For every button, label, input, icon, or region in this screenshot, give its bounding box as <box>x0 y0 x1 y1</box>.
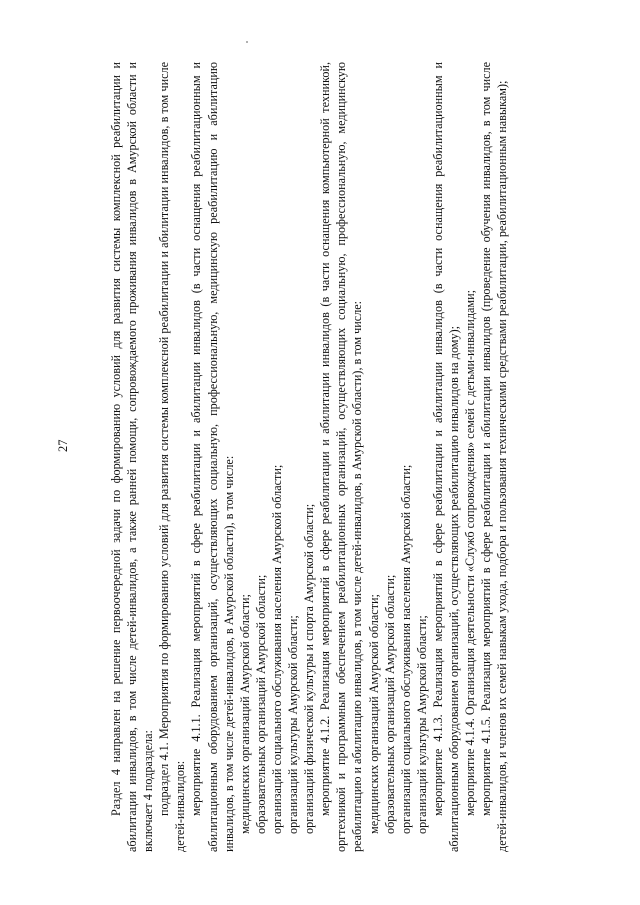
scan-speck <box>246 41 248 43</box>
paragraph-intro: Раздел 4 направлен на решение первоочередной задачи по формированию условий для развития системы комплексной реабилитации и абилитации инвалидов, в том числе детей-инвалидов, а также ранней помощи, сопровождаемого проживания инвалидов в Амурской области и включает 4 подраздела: <box>109 62 156 852</box>
document-body <box>108 62 510 852</box>
list-item: медицинских организаций Амурской области; <box>237 594 252 834</box>
paragraph-measure-4-1-2: мероприятие 4.1.2. Реализация мероприятий в сфере реабилитации и абилитации инвалидов (в части оснащения компьютерной техникой, оргтехникой и программным обеспечением реабилитационных организаций, осуществляющих социальную, профессиональную, медицинскую реабилитацию и абилитацию инвалидов, в том числе детей-инвалидов, в Амурской области), в том числе: <box>318 62 365 852</box>
list-item: медицинских организаций Амурской области; <box>366 594 381 834</box>
paragraph-measure-4-1-3: мероприятие 4.1.3. Реализация мероприятий в сфере реабилитации и абилитации инвалидов (в части оснащения реабилитационным и абилитационным оборудованием организаций, осуществляющих реабилитацию инвалидов на дому); <box>430 62 461 852</box>
page-number: 27 <box>56 439 70 452</box>
list-item: организаций социального обслуживания населения Амурской области; <box>269 464 284 834</box>
paragraph-measure-4-1-5: мероприятие 4.1.5. Реализация мероприятий в сфере реабилитации и абилитации инвалидов (проведение обучения инвалидов, в том числе детей-инвалидов, и членов их семей навыкам ухода, подбора и пользования техническими средствами реабилитации, реабилитационным навыкам); <box>479 62 510 852</box>
list-item: образовательных организаций Амурской области; <box>382 574 397 834</box>
list-item: образовательных организаций Амурской области; <box>253 574 268 834</box>
list-item: организаций социального обслуживания населения Амурской области; <box>398 464 413 834</box>
list-item: организаций культуры Амурской области; <box>286 615 301 834</box>
list-item: организаций физической культуры и спорта Амурской области; <box>302 503 317 834</box>
list-item: организаций культуры Амурской области; <box>414 615 429 834</box>
paragraph-measure-4-1-1: мероприятие 4.1.1. Реализация мероприятий в сфере реабилитации и абилитации инвалидов (в части оснащения реабилитационным и абилитационным оборудованием организаций, осуществляющих социальную, профессиональную, медицинскую реабилитацию и абилитацию инвалидов, в том числе детей-инвалидов, в Амурской области), в том числе: <box>189 62 236 852</box>
paragraph-subsection-4-1: подраздел 4.1. Мероприятия по формированию условий для развития системы комплексной реабилитации и абилитации инвалидов, в том числе детей-инвалидов: <box>157 62 188 852</box>
paragraph-measure-4-1-4: мероприятие 4.1.4. Организация деятельности «Служб сопровождения» семей с детьми-инвалидами; <box>463 289 478 816</box>
